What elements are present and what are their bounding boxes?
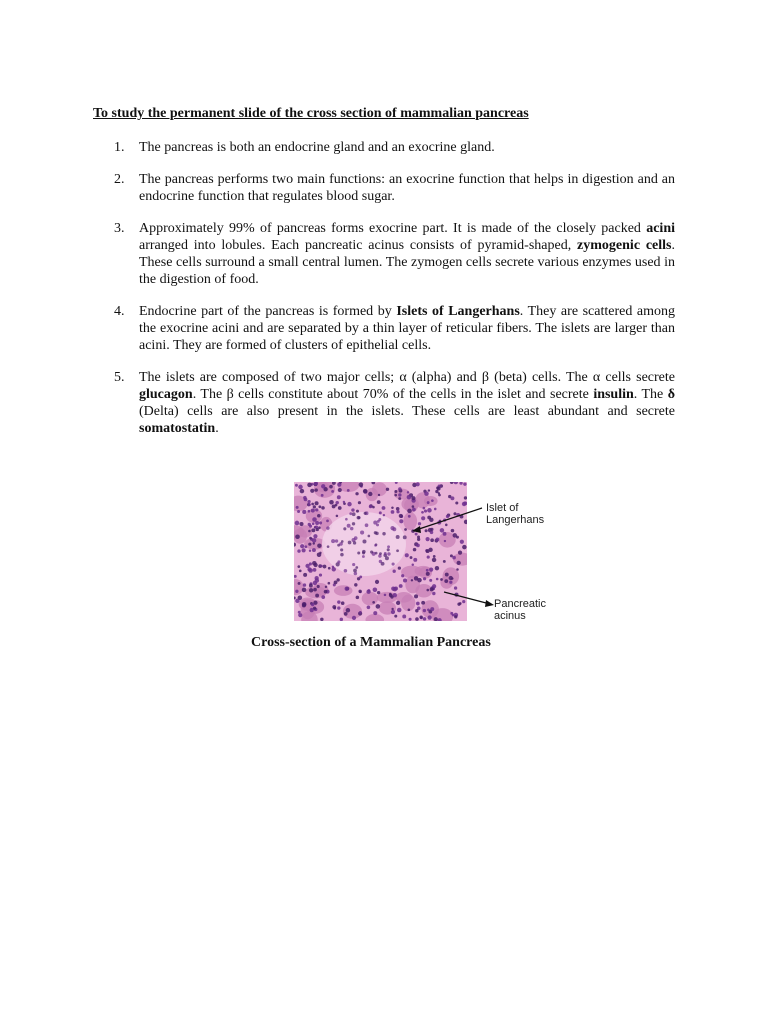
list-item bbox=[114, 171, 675, 205]
text-segment: The islets are composed of two major cells; α (alpha) and β (beta) cells. The α cells secrete bbox=[139, 370, 675, 385]
list-item bbox=[114, 369, 675, 437]
text-segment: . bbox=[215, 421, 219, 436]
pancreas-figure bbox=[294, 482, 574, 622]
text-segment: arranged into lobules. Each pancreatic acinus consists of pyramid-shaped, bbox=[139, 238, 578, 253]
bold-term: Islets of Langerhans bbox=[396, 304, 520, 319]
text-segment: . The β cells constitute about 70% of the cells in the islet and secrete bbox=[192, 387, 594, 402]
islet-arrowhead bbox=[412, 526, 421, 533]
item-number: 4. bbox=[114, 304, 125, 319]
item-text bbox=[139, 304, 675, 353]
item-text bbox=[139, 140, 495, 155]
text-segment: Approximately 99% of pancreas forms exocrine part. It is made of the closely packed bbox=[139, 221, 647, 236]
islet-arrow bbox=[416, 508, 482, 530]
item-text bbox=[139, 172, 675, 204]
item-number: 3. bbox=[114, 221, 125, 236]
item-text bbox=[139, 370, 675, 436]
acinus-arrow bbox=[444, 592, 490, 604]
item-number: 5. bbox=[114, 370, 125, 385]
bold-term: zymogenic cells bbox=[577, 238, 672, 253]
text-segment: Endocrine part of the pancreas is formed by bbox=[139, 304, 397, 319]
document-title: To study the permanent slide of the cross section of mammalian pancreas bbox=[93, 106, 529, 121]
list-item bbox=[114, 139, 675, 156]
figure-caption: Cross-section of a Mammalian Pancreas bbox=[251, 635, 491, 650]
text-segment: . The bbox=[633, 387, 668, 402]
acinus-label: Pancreatic acinus bbox=[494, 598, 546, 622]
bold-term: acini bbox=[646, 221, 675, 236]
list-item bbox=[114, 303, 675, 354]
text-segment: (Delta) cells are also present in the islets. These cells are least abundant and secrete bbox=[139, 404, 675, 419]
islet-label: Islet of Langerhans bbox=[486, 502, 545, 526]
bold-term: insulin bbox=[593, 387, 634, 402]
text-segment: . These cells surround a small central lumen. The zymogen cells secrete various enzymes used in the digestion of food. bbox=[139, 238, 676, 287]
text-segment: . They are scattered among the exocrine acini and are separated by a thin layer of reticular fibers. The islets are larger than acini. They are formed of clusters of epithelial cells. bbox=[139, 304, 676, 353]
text-segment: The pancreas is both an endocrine gland and an exocrine gland. bbox=[139, 140, 495, 155]
item-text bbox=[139, 221, 675, 287]
text-segment: The pancreas performs two main functions: an exocrine function that helps in digestion and an endocrine function that regulates blood sugar. bbox=[139, 172, 675, 204]
bold-term: glucagon bbox=[139, 387, 193, 402]
bold-term: somatostatin bbox=[139, 421, 216, 436]
item-number: 1. bbox=[114, 140, 125, 155]
list-item bbox=[114, 220, 675, 288]
bold-term: δ bbox=[667, 387, 675, 402]
fact-list bbox=[114, 139, 675, 452]
item-number: 2. bbox=[114, 172, 125, 187]
acinus-arrowhead bbox=[485, 600, 494, 607]
